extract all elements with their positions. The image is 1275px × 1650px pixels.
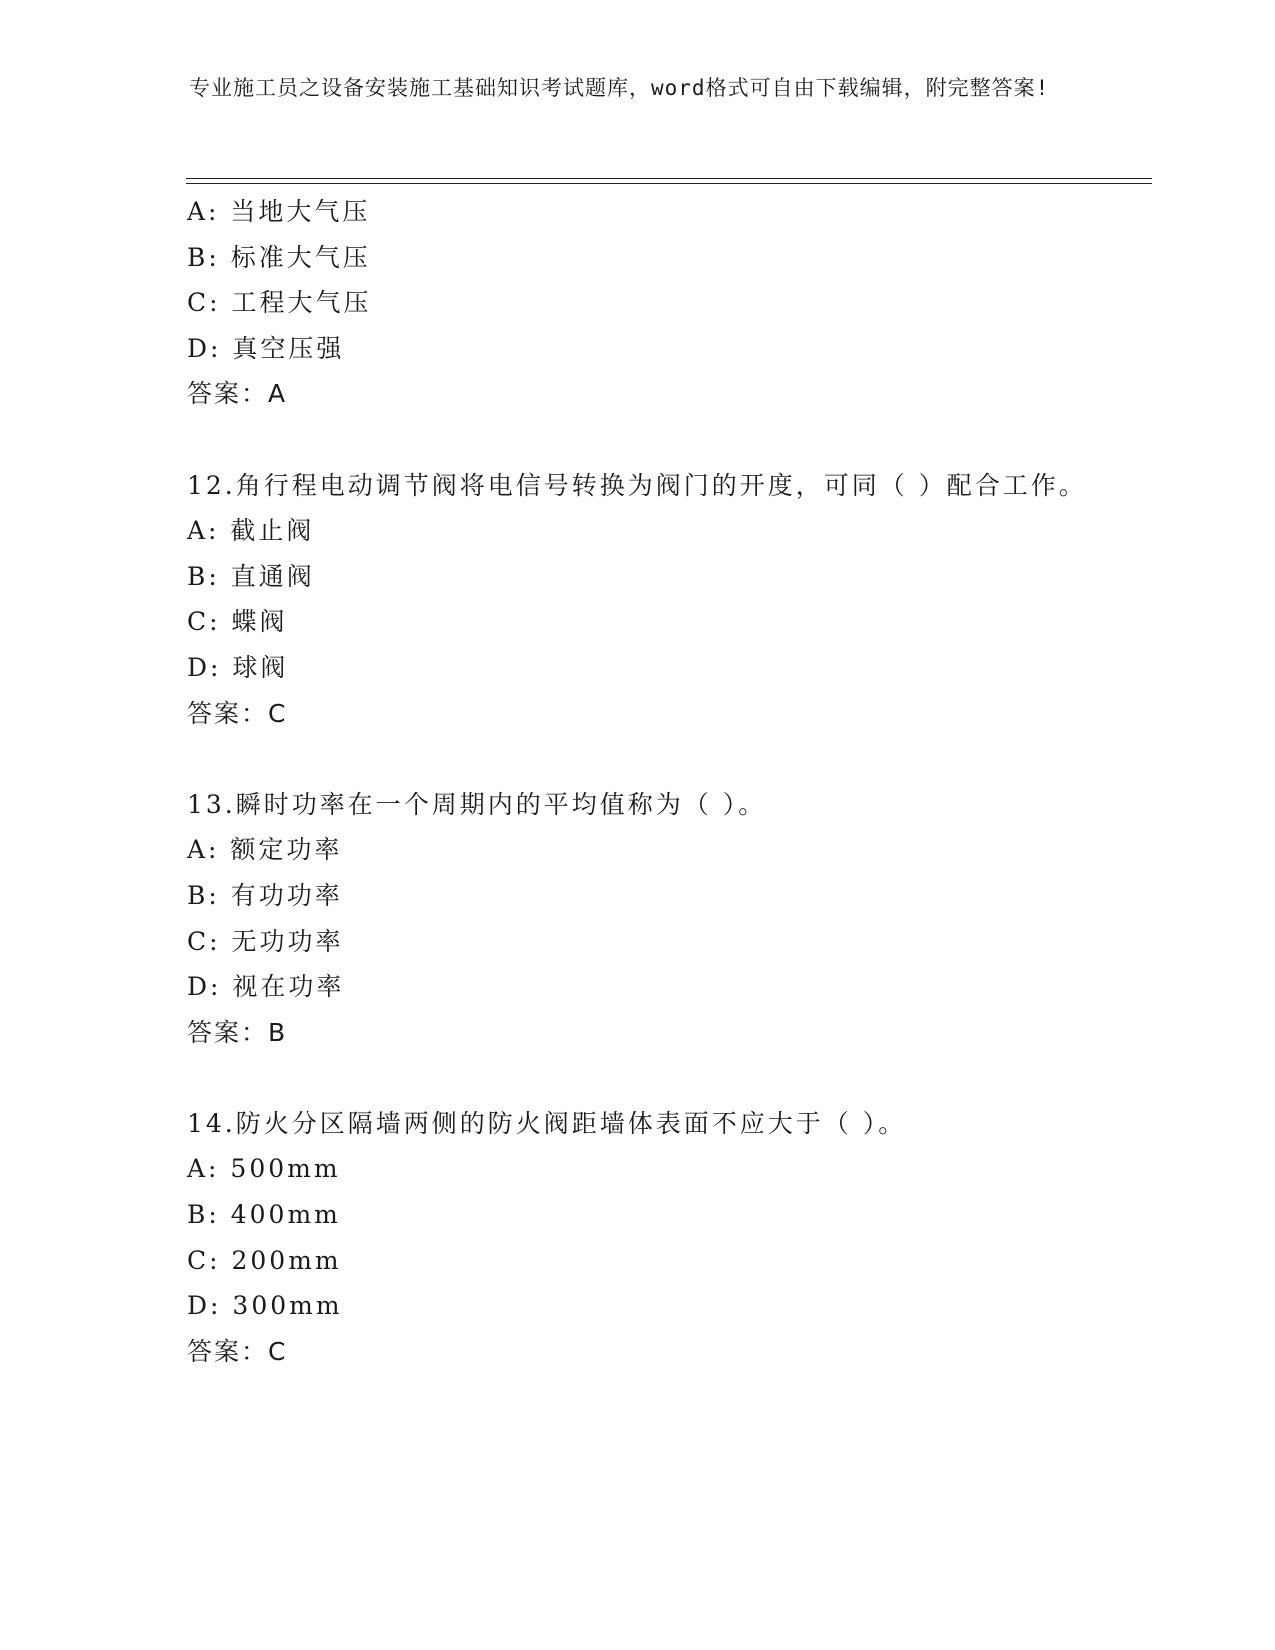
question-content <box>187 189 1087 1374</box>
answer-line: 答案：B <box>187 1017 288 1047</box>
answer-line: 答案：A <box>187 379 288 409</box>
option-d: D: 球阀 <box>187 652 289 682</box>
spacer <box>187 736 1087 782</box>
answer-line: 答案：C <box>187 1336 288 1366</box>
option-b: B: 标准大气压 <box>187 242 371 272</box>
option-c: C: 200mm <box>187 1245 342 1275</box>
option-b: B: 400mm <box>187 1200 341 1230</box>
spacer <box>187 417 1087 463</box>
question-text: 14.防火分区隔墙两侧的防火阀距墙体表面不应大于（ ）。 <box>187 1108 907 1138</box>
question-text: 12.角行程电动调节阀将电信号转换为阀门的开度，可同（ ）配合工作。 <box>187 470 1087 500</box>
answer-line: 答案：C <box>187 698 288 728</box>
option-d: D: 视在功率 <box>187 972 345 1002</box>
question-11-block <box>187 189 1087 417</box>
option-a: A: 500mm <box>187 1154 341 1184</box>
question-text: 13.瞬时功率在一个周期内的平均值称为（ ）。 <box>187 789 767 819</box>
option-c: C: 蝶阀 <box>187 607 288 637</box>
option-b: B: 直通阀 <box>187 561 315 591</box>
header-divider-bottom <box>186 183 1152 184</box>
spacer <box>187 1055 1087 1101</box>
option-a: A: 当地大气压 <box>187 197 371 226</box>
option-b: B: 有功功率 <box>187 880 343 910</box>
question-14-block <box>187 1101 1087 1375</box>
question-12-block <box>187 463 1087 737</box>
header-divider-top <box>186 178 1152 179</box>
option-a: A: 额定功率 <box>187 835 343 865</box>
header-title: 专业施工员之设备安装施工基础知识考试题库，word格式可自由下载编辑，附完整答案! <box>189 76 1050 100</box>
document-header <box>189 72 1069 104</box>
option-a: A: 截止阀 <box>187 516 315 546</box>
option-c: C: 工程大气压 <box>187 288 372 318</box>
option-d: D: 300mm <box>187 1291 343 1321</box>
option-d: D: 真空压强 <box>187 333 345 363</box>
question-13-block <box>187 782 1087 1056</box>
option-c: C: 无功功率 <box>187 926 344 956</box>
